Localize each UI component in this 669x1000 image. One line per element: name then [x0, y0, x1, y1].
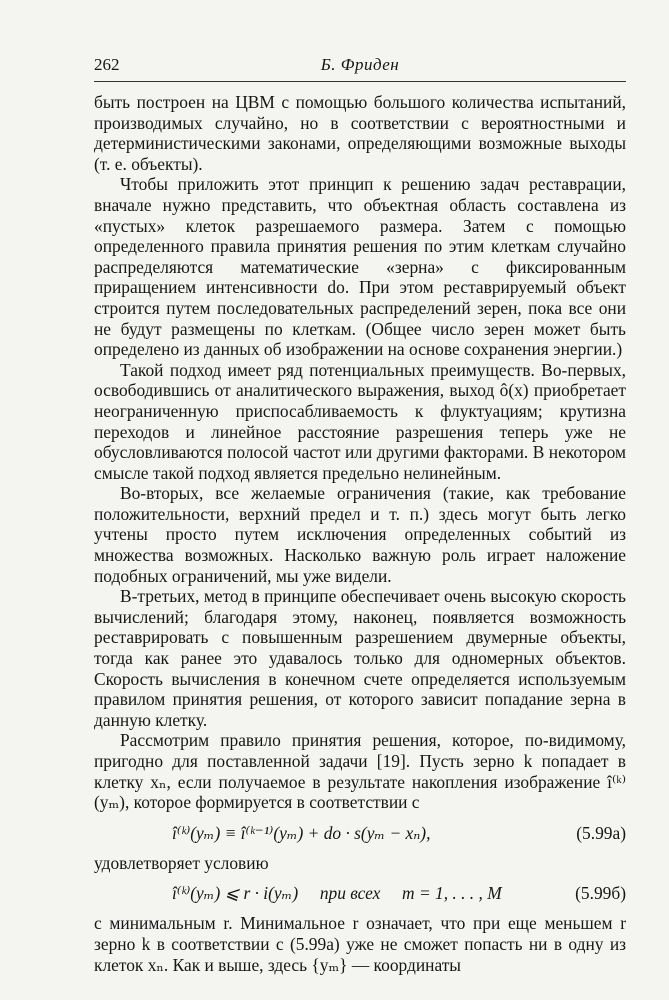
paragraph-2: Чтобы приложить этот принцип к решению задач реставрации, вначале нужно представить, что объектная область составлена из «пустых» клеток разрешаемого размера. Затем с помощью определенного правила принятия решения по этим клеткам случайно распределяются математические «зерна» с фиксированным приращением интенсивности do. При этом реставрируемый объект строится путем последовательных распределений зерен, пока все они не будут размещены по клеткам. (Общее число зерен может быть определено из данных об изображении на основе сохранения энергии.) — [94, 174, 626, 360]
header-rule — [94, 81, 626, 82]
equation-5-99a-formula: î⁽ᵏ⁾(yₘ) ≡ î⁽ᵏ⁻¹⁾(yₘ) + do · s(yₘ − xₙ), — [172, 822, 431, 843]
equation-5-99b-number: (5.99б) — [575, 883, 626, 904]
paragraph-6: Рассмотрим правило принятия решения, которое, по-видимому, пригодно для поставленной задачи [19]. Пусть зерно k попадает в клетку xₙ, если получаемое в результате накопления изображение î⁽ᵏ⁾(yₘ), которое формируется в соответствии с — [94, 730, 626, 813]
equation-5-99a-number: (5.99а) — [576, 822, 626, 843]
running-title: Б. Фриден — [320, 55, 400, 74]
paragraph-1: быть построен на ЦВМ с помощью большого количества испытаний, производимых случайно, но в соответствии с вероятностными и детерминистическими законами, определяющими возможные выходы (т. е. объекты). — [94, 92, 626, 174]
paragraph-5: В-третьих, метод в принципе обеспечивает очень высокую скорость вычислений; благодаря этому, наконец, появляется возможность реставрировать с повышенным разрешением двумерные объекты, тогда как ранее это удавалось только для одномерных объектов. Скорость вычисления в конечном счете определяется используемым правилом принятия решения, от которого зависит попадание зерна в данную клетку. — [94, 586, 626, 730]
page-header — [94, 55, 626, 79]
paragraph-4: Во-вторых, все желаемые ограничения (такие, как требование положительности, верхний предел и т. п.) здесь могут быть легко учтены просто путем исключения определенных событий из множества возможных. Насколько важную роль играет наложение подобных ограничений, мы уже видели. — [94, 483, 626, 586]
body-text — [94, 92, 626, 975]
equation-5-99b — [94, 873, 626, 913]
equation-5-99a — [94, 813, 626, 853]
paragraph-7: удовлетворяет условию — [94, 852, 269, 873]
equation-5-99b-formula: î⁽ᵏ⁾(yₘ) ⩽ r · i(yₘ) при всех m = 1, . . . , M — [172, 883, 502, 904]
paragraph-8: с минимальным r. Минимальное r означает, что при еще меньшем r зерно k в соответствии с (5.99а) уже не сможет попасть ни в одну из клеток xₙ. Как и выше, здесь {yₘ} — координаты — [94, 913, 626, 975]
page-number: 262 — [94, 55, 120, 74]
paragraph-3: Такой подход имеет ряд потенциальных преимуществ. Во-первых, освободившись от аналитического выражения, выход ô(x) приобретает неограниченную приспосабливаемость к флуктуациям; крутизна переходов и линейное расстояние разрешения теперь уже не обусловливаются полосой частот или другими факторами. В некотором смысле такой подход является предельно нелинейным. — [94, 359, 626, 483]
